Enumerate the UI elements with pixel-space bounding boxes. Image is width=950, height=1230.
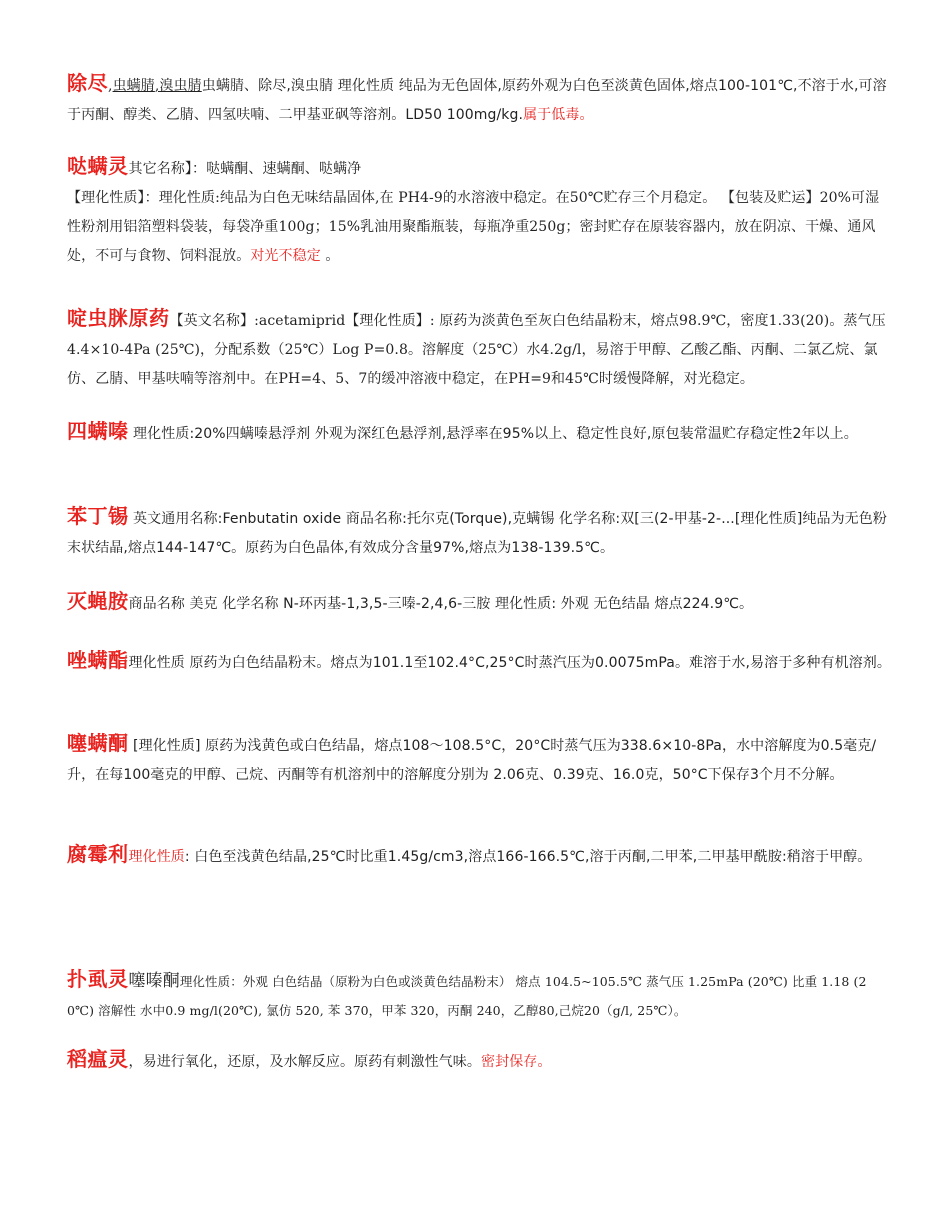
entry-title: 四螨嗪: [67, 419, 129, 443]
entry-highlight: 属于低毒。: [523, 107, 594, 123]
entry-title: 稻瘟灵: [67, 1047, 129, 1071]
entry-title: 哒螨灵: [67, 154, 129, 178]
entry-fenpyroximate: [67, 646, 892, 678]
entry-alias: 噻嗪酮: [128, 971, 180, 991]
entry-highlight: 理化性质: [128, 849, 185, 865]
entry-title: 唑螨酯: [67, 648, 129, 672]
entry-title: 灭蝇胺: [67, 589, 129, 613]
entry-hexythiazox: [67, 729, 892, 790]
entry-text: [理化性质] 原药为浅黄色或白色结晶，熔点108～108.5°C，20°C时蒸气压为338.6×10-8Pa，水中溶解度为0.5毫克/升，在每100毫克的甲醇、己烷、丙酮等有机溶剂中的溶解度分别为 2.06克、0.39克、16.0克，50°C下保存3个月不分解。: [67, 738, 877, 783]
entry-text: 【理化性质】：理化性质:纯品为白色无味结晶固体,在 PH4-9的水溶液中稳定。在50℃贮存三个月稳定。 【包装及贮运】20%可湿性粉剂用铝箔塑料袋装，每袋净重100g；15%乳油用聚酯瓶装，每瓶净重250g；密封贮存在原装容器内，放在阴凉、干燥、通风处，不可与食物、饲料混放。: [67, 190, 880, 264]
entry-cyromazine: [67, 587, 892, 619]
entry-text: 【英文名称】:acetamiprid【理化性质】: 原药为淡黄色至灰白色结晶粉末，熔点98.9℃，密度1.33(20)。蒸气压4.4×10-4Pa (25℃)，分配系数（25℃）Log P=0.8。溶解度（25℃）水4.2g/l，易溶于甲醇、乙酸乙酯、丙酮、二氯乙烷、氯仿、乙腈、甲基呋喃等溶剂中。在PH=4、5、7的缓冲溶液中稳定，在PH=9和45℃时缓慢降解，对光稳定。: [67, 313, 886, 387]
entry-isoprothiolane: [67, 1045, 892, 1077]
entry-text: ，易进行氧化，还原，及水解反应。原药有刺激性气味。: [128, 1054, 481, 1070]
entry-procymidone: [67, 840, 892, 872]
entry-simanqin: [67, 417, 892, 449]
entry-text: : 白色至浅黄色结晶,25℃时比重1.45g/cm3,溶点166-166.5℃,溶于丙酮,二甲苯,二甲基甲酰胺:稍溶于甲醇。: [184, 849, 872, 865]
entry-acetamiprid: [67, 304, 892, 394]
entry-buprofezin: [67, 965, 892, 1025]
alias-link[interactable]: 虫螨腈: [112, 78, 155, 94]
entry-highlight: 密封保存。: [481, 1054, 552, 1070]
entry-text: 理化性质 原药为白色结晶粉末。熔点为101.1至102.4°C,25°C时蒸汽压为0.0075mPa。难溶于水,易溶于多种有机溶剂。: [128, 655, 891, 671]
entry-damanling: 哒螨灵其它名称】：哒螨酮、速螨酮、哒螨净 【理化性质】：理化性质:纯品为白色无味结晶固体,在 PH4-9的水溶液中稳定。在50℃贮存三个月稳定。 【包装及贮运】20%可湿性粉剂用铝箔塑料袋装，每袋净重100g；15%乳油用聚酯瓶装，每瓶净重250g；密封贮存在原装容器内，放在阴凉、干燥、通风处，不可与食物、饲料混放。对光不稳定 。: [67, 154, 880, 264]
entry-title: 噻螨酮: [67, 731, 129, 755]
entry-text: 英文通用名称:Fenbutatin oxide 商品名称:托尔克(Torque),克螨锡 化学名称:双[三(2-甲基-2-...[理化性质]纯品为无色粉末状结晶,熔点144-147℃。原药为白色晶体,有效成分含量97%,熔点为138-139.5℃。: [67, 511, 887, 556]
entry-alias: 其它名称】：哒螨酮、速螨酮、哒螨净: [128, 161, 362, 177]
entry-text: 虫螨腈、除尽,溴虫腈 理化性质 纯品为无色固体,原药外观为白色至淡黄色固体,熔点100-101℃,不溶于水,可溶于丙酮、醇类、乙腈、四氢呋喃、二甲基亚砜等溶剂。LD50 100mg/kg.: [67, 78, 887, 123]
entry-fenbutatin: [67, 502, 892, 563]
entry-title: 除尽: [67, 71, 108, 95]
alias-link[interactable]: 溴虫腈: [159, 78, 202, 94]
entry-highlight: 对光不稳定: [250, 248, 321, 264]
entry-text: 商品名称 美克 化学名称 N-环丙基-1,3,5-三嗪-2,4,6-三胺 理化性质: 外观 无色结晶 熔点224.9℃。: [128, 596, 754, 612]
entry-title: 腐霉利: [67, 842, 129, 866]
entry-title: 啶虫脒原药: [67, 306, 170, 330]
entry-text: 理化性质:20%四螨嗪悬浮剂 外观为深红色悬浮剂,悬浮率在95%以上、稳定性良好,原包装常温贮存稳定性2年以上。: [128, 426, 858, 442]
entry-title: 苯丁锡: [67, 504, 129, 528]
entry-chujin: 除尽,虫螨腈,溴虫腈虫螨腈、除尽,溴虫腈 理化性质 纯品为无色固体,原药外观为白色至淡黄色固体,熔点100-101℃,不溶于水,可溶于丙酮、醇类、乙腈、四氢呋喃、二甲基亚砜等溶剂。LD50 100mg/kg.属于低毒。: [67, 71, 887, 123]
entry-text: 理化性质：外观 白色结晶（原粉为白色或淡黄色结晶粉末） 熔点 104.5~105.5℃ 蒸气压 1.25mPa (20℃) 比重 1.18 (20℃) 溶解性 水中0.9 mg/l(20℃), 氯仿 520, 苯 370，甲苯 320，丙酮 240，乙醇80,己烷20（g/l, 25℃）。: [67, 974, 867, 1018]
entry-title: 扑虱灵: [67, 967, 129, 991]
